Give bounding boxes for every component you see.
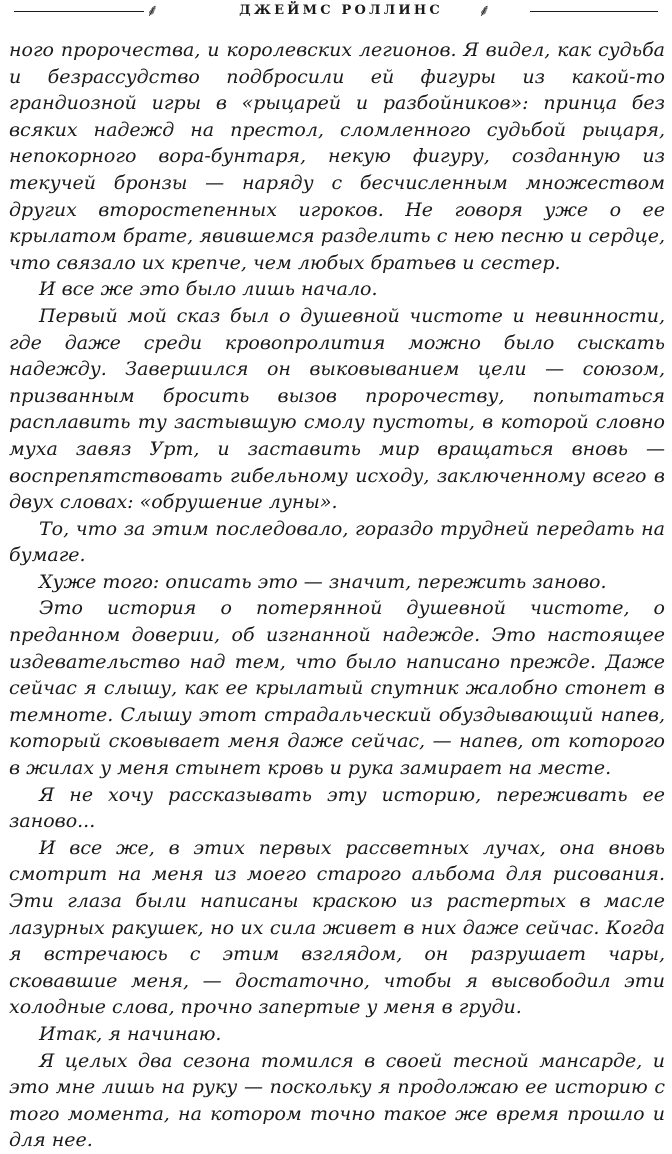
paragraph: То, что за этим последовало, гораздо трудней передать на бумаге. <box>9 517 665 567</box>
body-text <box>9 37 665 1154</box>
header-rule-right <box>530 11 658 12</box>
flourish-ornament-left-icon: ⸙ <box>146 1 159 21</box>
page-header <box>0 0 672 24</box>
paragraph: Хуже того: описать это — значит, пережить заново. <box>39 570 607 593</box>
paragraph: Это история о потерянной душевной чистоте, о преданном доверии, об изгнанной надежде. Это настоящее издевательство над тем, что было написано прежде. Даже сейчас я слышу, как ее крылатый спутник жалобно стонет в темноте. Слышу этот страдальческий обуздывающий напев, который сковывает меня даже сейчас, — напев, от которого в жилах у меня стынет кровь и рука замирает на месте. <box>9 597 665 780</box>
running-head-author: ДЖЕЙМС РОЛЛИНС <box>239 3 443 18</box>
paragraph: Первый мой сказ был о душевной чистоте и невинности, где даже среди кровопролития можно было сыскать надежду. Завершился он выковыванием цели — союзом, призванным бросить вызов пророчеству, попытаться расплавить ту застывшую смолу пустоты, в которой словно муха завяз Урт, и заставить мир вращаться вновь — воспрепятствовать гибельному исходу, заключенному всего в двух словах: «обрушение луны». <box>9 304 665 514</box>
paragraph: Итак, я начинаю. <box>39 1022 222 1045</box>
flourish-ornament-right-icon: ⸙ <box>478 1 491 21</box>
header-rule-left <box>14 11 144 12</box>
paragraph: ного пророчества, и королевских легионов. Я видел, как судьба и безрассудство подбросили ей фигуры из какой-то грандиозной игры в «рыцарей и разбойников»: принца без всяких надежд на престол, сломленного судьбой рыцаря, непокорного вора-бунтаря, некую фигуру, созданную из текучей бронзы — наряду с бесчисленным множеством других второстепенных игроков. Не говоря уже о ее крылатом брате, явившемся разделить с нею песню и сердце, что связало их крепче, чем любых братьев и сестер. <box>9 39 665 274</box>
paragraph: И все же, в этих первых рассветных лучах, она вновь смотрит на меня из моего старого альбома для рисования. Эти глаза были написаны краскою из растертых в масле лазурных ракушек, но их сила живет в них даже сейчас. Когда я встречаюсь с этим взглядом, он разрушает чары, сковавшие меня, — достаточно, чтобы я высвободил эти холодные слова, прочно запертые у меня в груди. <box>9 836 665 1019</box>
paragraph: И все же это было лишь начало. <box>39 278 378 301</box>
paragraph: Я не хочу рассказывать эту историю, переживать ее заново... <box>9 783 665 833</box>
paragraph: Я целых два сезона томился в своей тесной мансарде, и это мне лишь на руку — поскольку я продолжаю ее историю с того момента, на котором точно такое же время прошло и для нее. <box>9 1049 665 1152</box>
